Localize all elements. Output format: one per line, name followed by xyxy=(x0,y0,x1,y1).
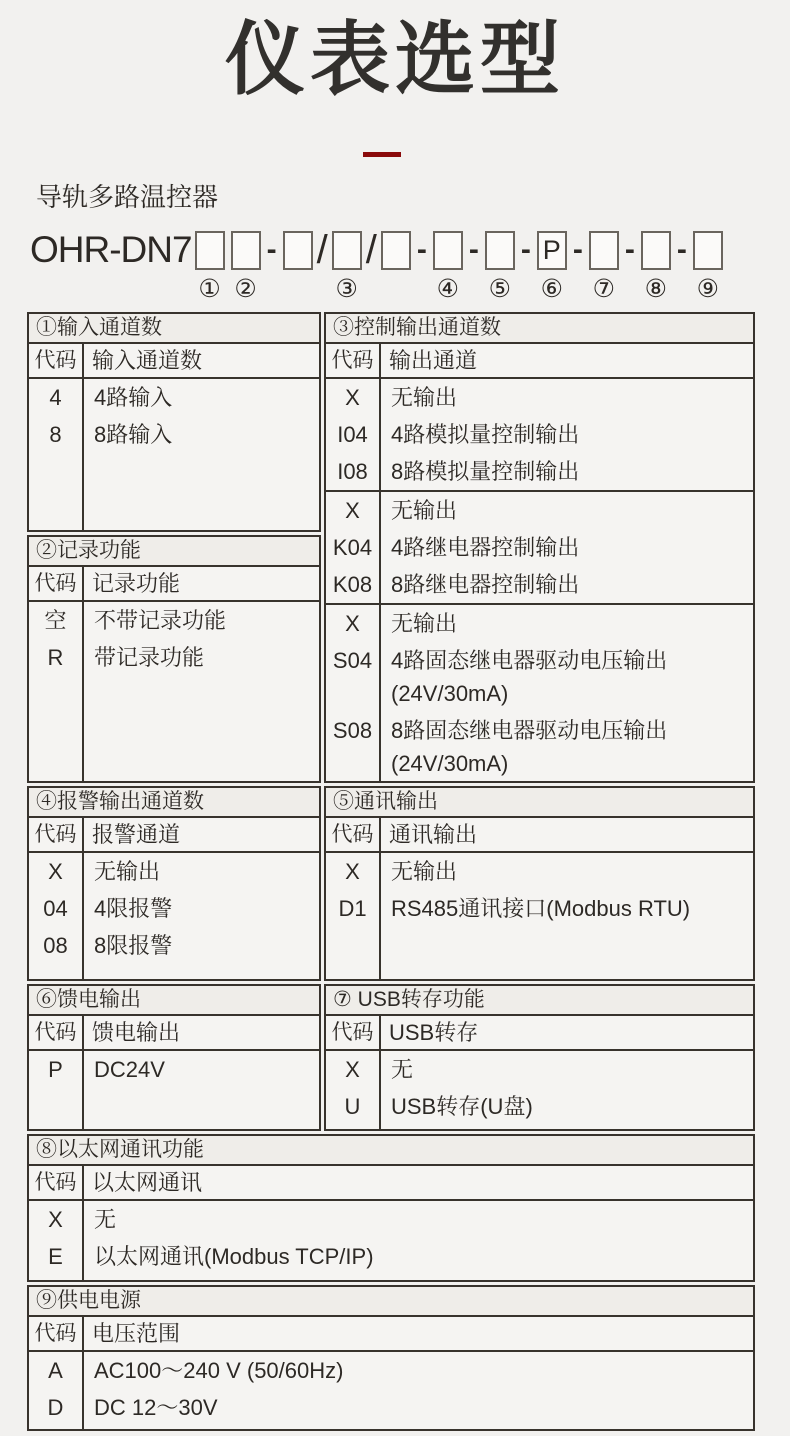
column-header-row xyxy=(326,1016,753,1051)
code-cell: S08 xyxy=(326,712,381,782)
table-row xyxy=(29,1352,753,1389)
desc-line: DC24V xyxy=(94,1057,165,1082)
desc-cell xyxy=(84,1238,753,1275)
filler-code-cell xyxy=(29,1275,84,1280)
code-column-header: 代码 xyxy=(29,567,84,600)
product-name: 导轨多路温控器 xyxy=(36,182,219,212)
filler-desc-cell xyxy=(84,1088,319,1129)
code-column-header: 代码 xyxy=(326,1016,381,1049)
filler-code-cell xyxy=(29,676,84,781)
column-header-row xyxy=(29,1317,753,1352)
desc-line: 以太网通讯(Modbus TCP/IP) xyxy=(94,1244,374,1269)
desc-column-header: 输出通道 xyxy=(389,348,478,373)
model-code-box xyxy=(231,231,261,270)
desc-line: 无输出 xyxy=(391,385,458,410)
model-code-box xyxy=(485,231,515,270)
code-cell: X xyxy=(29,1201,84,1238)
code-cell: 空 xyxy=(29,602,84,639)
table-row xyxy=(326,529,753,566)
left-stack xyxy=(27,312,321,783)
desc-line: DC 12～30V xyxy=(94,1395,218,1420)
desc-column-header: 馈电输出 xyxy=(92,1020,181,1045)
code-column-header: 代码 xyxy=(326,344,381,377)
column-header-row xyxy=(29,344,319,379)
segment-number-label: ⑤ xyxy=(488,274,512,303)
filler-row xyxy=(326,927,753,979)
filler-row xyxy=(29,1088,319,1129)
model-code-unit xyxy=(195,231,225,303)
code-cell: E xyxy=(29,1238,84,1275)
desc-line: 8路继电器控制输出 xyxy=(391,572,580,597)
code-cell: P xyxy=(29,1051,84,1088)
filler-row xyxy=(326,1125,753,1129)
dash-separator: - xyxy=(572,233,583,266)
table-block-3 xyxy=(27,984,755,1131)
desc-line: 8限报警 xyxy=(94,933,173,958)
model-code-segments xyxy=(192,228,726,303)
page-title: 仪表选型 xyxy=(225,15,565,104)
table-row xyxy=(29,602,319,639)
table-block-1 xyxy=(27,312,755,783)
section-title: ④报警输出通道数 xyxy=(29,788,319,818)
slash-separator: / xyxy=(316,228,328,272)
table-row xyxy=(29,1201,753,1238)
desc-column-header: 以太网通讯 xyxy=(92,1170,203,1195)
table-row xyxy=(29,379,319,416)
desc-column-header: 记录功能 xyxy=(92,571,181,596)
desc-column-header: 电压范围 xyxy=(92,1321,181,1346)
table-row xyxy=(29,639,319,676)
code-cell: 4 xyxy=(29,379,84,416)
desc-line: 4路继电器控制输出 xyxy=(391,535,580,560)
model-code-box xyxy=(693,231,723,270)
filler-code-cell xyxy=(326,927,381,979)
code-cell: X xyxy=(326,605,381,642)
desc-cell xyxy=(84,1352,753,1389)
model-code-box xyxy=(332,231,362,270)
column-header-row xyxy=(29,818,319,853)
table-row xyxy=(326,416,753,453)
selection-section-4 xyxy=(27,786,321,981)
section-title: ⑥馈电输出 xyxy=(29,986,319,1016)
table-row xyxy=(326,603,753,642)
desc-cell xyxy=(84,379,319,416)
segment-number-label: ② xyxy=(234,274,257,303)
table-row xyxy=(326,1088,753,1125)
desc-cell xyxy=(84,416,319,453)
code-cell: 04 xyxy=(29,890,84,927)
model-code-unit xyxy=(537,231,567,303)
desc-cell xyxy=(84,602,319,639)
segment-number-label: ⑥ xyxy=(540,274,564,303)
model-code-box-filled: P xyxy=(537,231,567,270)
selection-section-2 xyxy=(27,535,321,783)
selection-section-7 xyxy=(324,984,755,1131)
desc-cell xyxy=(381,642,753,712)
code-cell: S04 xyxy=(326,642,381,712)
desc-cell xyxy=(84,1051,319,1088)
section-title: ⑨供电电源 xyxy=(29,1287,753,1317)
model-code-box xyxy=(433,231,463,270)
model-code-unit xyxy=(332,231,362,303)
model-prefix: OHR-DN7 xyxy=(30,229,192,270)
table-row xyxy=(326,453,753,490)
table-block-2 xyxy=(27,786,755,981)
desc-line: 4路输入 xyxy=(94,385,173,410)
section-title: ⑧以太网通讯功能 xyxy=(29,1136,753,1166)
desc-cell xyxy=(381,416,753,453)
filler-code-cell xyxy=(29,964,84,979)
desc-cell xyxy=(84,1201,753,1238)
segment-number-label: ④ xyxy=(436,274,460,303)
code-column-header: 代码 xyxy=(29,1317,84,1350)
title-accent-dash xyxy=(363,152,401,157)
slash-separator: / xyxy=(365,228,377,272)
dash-separator: - xyxy=(416,233,427,266)
table-row xyxy=(29,927,319,964)
desc-line: 8路模拟量控制输出 xyxy=(391,459,580,484)
filler-code-cell xyxy=(326,1125,381,1129)
desc-line: USB转存(U盘) xyxy=(391,1094,533,1119)
desc-cell xyxy=(381,529,753,566)
table-row xyxy=(326,566,753,603)
desc-line: 4路模拟量控制输出 xyxy=(391,422,580,447)
code-cell: A xyxy=(29,1352,84,1389)
filler-code-cell xyxy=(29,453,84,530)
desc-line: 无输出 xyxy=(391,498,458,523)
desc-line: 4路固态继电器驱动电压输出 xyxy=(391,648,668,673)
desc-cell xyxy=(381,890,753,927)
table-row xyxy=(326,712,753,782)
filler-row xyxy=(29,676,319,781)
table-row xyxy=(326,642,753,712)
filler-desc-cell xyxy=(381,927,753,979)
code-cell: I04 xyxy=(326,416,381,453)
selection-section-1 xyxy=(27,312,321,532)
filler-row xyxy=(29,1275,753,1280)
code-cell: X xyxy=(29,853,84,890)
code-cell: K08 xyxy=(326,566,381,603)
desc-cell xyxy=(381,379,753,416)
code-column-header: 代码 xyxy=(29,344,84,377)
filler-code-cell xyxy=(29,1426,84,1429)
code-column-header: 代码 xyxy=(326,818,381,851)
desc-line: 无输出 xyxy=(391,611,458,636)
table-row xyxy=(326,853,753,890)
desc-cell xyxy=(381,1051,753,1088)
desc-column-header: 通讯输出 xyxy=(389,822,478,847)
code-cell: U xyxy=(326,1088,381,1125)
model-code-line xyxy=(30,228,726,303)
segment-number-label: ⑨ xyxy=(696,274,720,303)
table-row xyxy=(326,379,753,416)
filler-code-cell xyxy=(29,1088,84,1129)
code-cell: X xyxy=(326,379,381,416)
selection-section-8 xyxy=(27,1134,755,1282)
table-row xyxy=(29,853,319,890)
code-column-header: 代码 xyxy=(29,1016,84,1049)
selection-section-3 xyxy=(324,312,755,783)
code-cell: X xyxy=(326,1051,381,1088)
model-code-box xyxy=(283,231,313,270)
desc-line: 4限报警 xyxy=(94,896,173,921)
filler-desc-cell xyxy=(84,453,319,530)
filler-row xyxy=(29,964,319,979)
model-code-box xyxy=(641,231,671,270)
segment-number-label: ⑧ xyxy=(644,274,668,303)
column-header-row xyxy=(326,818,753,853)
column-header-row xyxy=(29,1016,319,1051)
section-title: ⑦ USB转存功能 xyxy=(326,986,753,1016)
desc-cell xyxy=(381,566,753,603)
model-code-unit xyxy=(641,231,671,303)
dash-separator: - xyxy=(266,233,277,266)
desc-line: 无输出 xyxy=(94,859,161,884)
filler-row xyxy=(29,453,319,530)
segment-number-label: ③ xyxy=(335,274,358,303)
desc-cell xyxy=(381,853,753,890)
desc-cell xyxy=(84,639,319,676)
desc-column-header: USB转存 xyxy=(389,1020,479,1045)
model-code-box xyxy=(589,231,619,270)
model-code-unit xyxy=(381,231,411,270)
selection-section-5 xyxy=(324,786,755,981)
model-code-unit xyxy=(433,231,463,303)
dash-separator: - xyxy=(624,233,635,266)
model-code-unit xyxy=(231,231,261,303)
model-code-unit xyxy=(693,231,723,303)
code-column-header: 代码 xyxy=(29,818,84,851)
selection-section-6 xyxy=(27,984,321,1131)
code-cell: 8 xyxy=(29,416,84,453)
dash-separator: - xyxy=(676,233,687,266)
filler-row xyxy=(29,1426,753,1429)
desc-cell xyxy=(84,853,319,890)
desc-column-header: 报警通道 xyxy=(92,822,181,847)
filler-desc-cell xyxy=(84,676,319,781)
desc-cell xyxy=(381,453,753,490)
model-code-box xyxy=(195,231,225,270)
column-header-row xyxy=(326,344,753,379)
dash-separator: - xyxy=(468,233,479,266)
desc-cell xyxy=(381,712,753,782)
table-row xyxy=(29,1051,319,1088)
section-title: ②记录功能 xyxy=(29,537,319,567)
code-cell: I08 xyxy=(326,453,381,490)
code-cell: D xyxy=(29,1389,84,1426)
column-header-row xyxy=(29,567,319,602)
desc-line: 带记录功能 xyxy=(94,645,205,670)
code-column-header: 代码 xyxy=(29,1166,84,1199)
filler-desc-cell xyxy=(84,1426,753,1429)
code-cell: R xyxy=(29,639,84,676)
segment-number-label: ⑦ xyxy=(592,274,616,303)
model-code-unit xyxy=(283,231,313,270)
desc-line: 无 xyxy=(391,1057,414,1082)
selection-tables xyxy=(27,312,755,1431)
filler-desc-cell xyxy=(84,964,319,979)
desc-line: 无 xyxy=(94,1207,117,1232)
segment-number-label: ① xyxy=(198,274,221,303)
model-code-unit xyxy=(485,231,515,303)
desc-line: AC100～240 V (50/60Hz) xyxy=(94,1358,344,1383)
code-cell: D1 xyxy=(326,890,381,927)
dash-separator: - xyxy=(520,233,531,266)
table-row xyxy=(29,1389,753,1426)
table-row xyxy=(29,416,319,453)
code-cell: 08 xyxy=(29,927,84,964)
filler-desc-cell xyxy=(381,1125,753,1129)
desc-line-2: (24V/30mA) xyxy=(391,681,509,706)
desc-line: 无输出 xyxy=(391,859,458,884)
desc-cell xyxy=(84,1389,753,1426)
table-row xyxy=(29,890,319,927)
model-code-box xyxy=(381,231,411,270)
desc-line: 8路固态继电器驱动电压输出 xyxy=(391,718,668,743)
desc-cell xyxy=(381,1088,753,1125)
table-row xyxy=(29,1238,753,1275)
desc-line: 不带记录功能 xyxy=(94,608,227,633)
section-title: ①输入通道数 xyxy=(29,314,319,344)
desc-cell xyxy=(84,927,319,964)
desc-line-2: (24V/30mA) xyxy=(391,751,509,776)
desc-line: RS485通讯接口(Modbus RTU) xyxy=(391,896,691,921)
table-row xyxy=(326,490,753,529)
desc-line: 8路输入 xyxy=(94,422,173,447)
column-header-row xyxy=(29,1166,753,1201)
desc-cell xyxy=(381,492,753,529)
model-code-unit xyxy=(589,231,619,303)
table-row xyxy=(326,890,753,927)
table-row xyxy=(326,1051,753,1088)
selection-section-9 xyxy=(27,1285,755,1431)
desc-cell xyxy=(84,890,319,927)
code-cell: X xyxy=(326,853,381,890)
filler-desc-cell xyxy=(84,1275,753,1280)
section-title: ⑤通讯输出 xyxy=(326,788,753,818)
code-cell: X xyxy=(326,492,381,529)
section-title: ③控制输出通道数 xyxy=(326,314,753,344)
desc-cell xyxy=(381,605,753,642)
code-cell: K04 xyxy=(326,529,381,566)
desc-column-header: 输入通道数 xyxy=(92,348,203,373)
